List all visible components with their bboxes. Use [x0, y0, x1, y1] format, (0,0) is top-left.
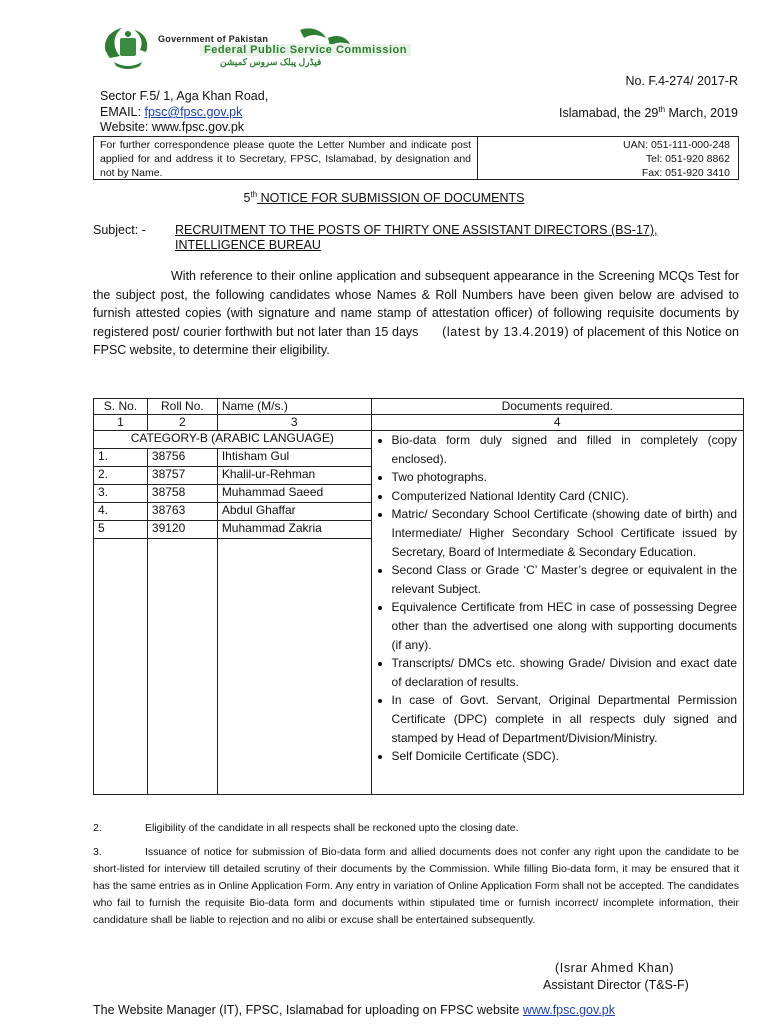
document-item: • Second Class or Grade ‘C’ Master’s degree or equivalent in the relevant Subject.	[392, 561, 737, 598]
notice-title	[0, 190, 768, 205]
header-name: Name (M/s.)	[217, 399, 371, 415]
subject-line-2: INTELLIGENCE BUREAU	[175, 238, 321, 252]
website-line: Website: www.fpsc.gov.pk	[100, 120, 245, 134]
documents-required-list	[371, 431, 743, 795]
candidate-sno: 3.	[94, 485, 148, 503]
document-item: • Self Domicile Certificate (SDC).	[392, 747, 737, 766]
category-label: CATEGORY-B (ARABIC LANGUAGE)	[94, 431, 372, 449]
note-2-number: 2.	[93, 822, 102, 834]
document-item: • In case of Govt. Servant, Original Departmental Permission Certificate (DPC) complete in all respects duly signed and stamped by Head of Department/Division/Ministry.	[392, 691, 737, 747]
signatory-designation: Assistant Director (T&S-F)	[543, 978, 689, 992]
document-item: • Computerized National Identity Card (CNIC).	[392, 487, 737, 506]
candidate-roll: 38757	[147, 467, 217, 485]
notice-title-num: 5	[243, 191, 251, 206]
header-roll: Roll No.	[147, 399, 217, 415]
contact-numbers	[478, 137, 738, 179]
header-sno: S. No.	[94, 399, 148, 415]
signatory-name: (Israr Ahmed Khan)	[555, 961, 675, 975]
col-number-2: 2	[147, 415, 217, 431]
footer-note	[93, 1003, 615, 1017]
notice-body-part1: With reference to their online application and subsequent appearance in the Screening MCQs Test for the subject post, the following candidates whose Names & Roll Numbers have been given below are advised to furnish attested copies (with signature and name stamp of attestation officer) of following requisite documents by registered post/ courier forthwith but not later than 15 days	[93, 269, 739, 339]
correspondence-box	[93, 136, 739, 180]
subject-label: Subject: -	[93, 223, 146, 237]
note-2	[93, 820, 739, 837]
issue-date	[559, 105, 738, 120]
logo-org-name: Federal Public Service Commission	[200, 44, 411, 56]
document-item: • Equivalence Certificate from HEC in case of possessing Degree other than the advertised one along with supporting documents (if any).	[392, 598, 737, 654]
candidate-roll: 39120	[147, 521, 217, 539]
fax-number: Fax: 051-920 3410	[641, 167, 730, 179]
correspondence-instructions: For further correspondence please quote the Letter Number and indicate post applied for and address it to Secretary, FPSC, Islamabad, by designation and not by Name.	[94, 137, 478, 179]
notice-title-text: NOTICE FOR SUBMISSION OF DOCUMENTS	[257, 191, 525, 206]
candidate-sno: 2.	[94, 467, 148, 485]
date-sup: th	[658, 105, 666, 114]
candidate-sno: 4.	[94, 503, 148, 521]
logo-government-text: Government of Pakistan	[158, 34, 269, 44]
notice-body	[93, 267, 739, 360]
footer-website-link[interactable]: www.fpsc.gov.pk	[522, 1003, 615, 1017]
document-item: • Two photographs.	[392, 468, 737, 487]
candidate-name: Muhammad Zakria	[217, 521, 371, 539]
email-label: EMAIL:	[100, 105, 145, 119]
note-2-text: Eligibility of the candidate in all respects shall be reckoned upto the closing date.	[145, 822, 519, 834]
table-column-number-row	[94, 415, 744, 431]
col-number-1: 1	[94, 415, 148, 431]
empty-cell	[94, 539, 148, 795]
note-3-text: Issuance of notice for submission of Bio-data form and allied documents does not confer any right upon the candidate to be short-listed for interview till detailed scrutiny of their documents by the Commission. While filling Bio-data form, it may be ensured that it has the same entries as in Online Application Form. Any entry in variation of Online Application Form shall not be accepted. The candidates who fail to furnish the requisite Bio-data form and documents within stipulated time or furnish incorrect/ incomplete information, their candidature shall be liable to rejection and no alibi or excuse shall be entertained subsequently.	[93, 846, 739, 926]
candidate-roll: 38763	[147, 503, 217, 521]
date-prefix: Islamabad, the 29	[558, 106, 659, 121]
category-row	[94, 431, 744, 449]
col-number-3: 3	[217, 415, 371, 431]
candidate-roll: 38758	[147, 485, 217, 503]
documents-table	[93, 398, 744, 795]
candidate-sno: 1.	[94, 449, 148, 467]
candidate-roll: 38756	[147, 449, 217, 467]
subject-text	[175, 223, 739, 253]
candidate-name: Khalil-ur-Rehman	[217, 467, 371, 485]
document-item: • Matric/ Secondary School Certificate (showing date of birth) and Intermediate/ Higher Secondary School Certificate issued by Secretary, Board of Intermediate & Secondary Education.	[392, 505, 737, 561]
email-line	[100, 105, 242, 119]
subject-line-1: RECRUITMENT TO THE POSTS OF THIRTY ONE ASSISTANT DIRECTORS (BS-17),	[175, 223, 658, 237]
notice-body-part2: of placement of this Notice on FPSC website, to determine their eligibility.	[93, 324, 739, 357]
candidate-name: Ihtisham Gul	[217, 449, 371, 467]
reference-number: No. F.4-274/ 2017-R	[625, 74, 738, 88]
notice-title-sup: th	[250, 190, 258, 199]
candidate-name: Abdul Ghaffar	[217, 503, 371, 521]
footer-text: The Website Manager (IT), FPSC, Islamabad for uploading on FPSC website	[93, 1003, 523, 1017]
date-suffix: March, 2019	[665, 106, 738, 121]
note-3	[93, 844, 739, 929]
logo-urdu-name: فیڈرل پبلک سروس کمیشن	[220, 57, 322, 67]
document-item: • Bio-data form duly signed and filled in completely (copy enclosed).	[392, 431, 737, 468]
address-line: Sector F.5/ 1, Aga Khan Road,	[100, 89, 269, 103]
notice-body-deadline: (latest by 13.4.2019)	[442, 324, 570, 339]
candidate-name: Muhammad Saeed	[217, 485, 371, 503]
candidate-sno: 5	[94, 521, 148, 539]
tel-number: Tel: 051-920 8862	[645, 153, 730, 165]
header-documents: Documents required.	[371, 399, 743, 415]
uan-number: UAN: 051-111-000-248	[622, 139, 730, 151]
empty-cell	[217, 539, 371, 795]
email-link[interactable]: fpsc@fpsc.gov.pk	[144, 105, 243, 119]
col-number-4: 4	[371, 415, 743, 431]
note-3-number: 3.	[93, 846, 102, 858]
empty-cell	[147, 539, 217, 795]
table-header-row	[94, 399, 744, 415]
document-item: • Transcripts/ DMCs etc. showing Grade/ Division and exact date of declaration of results.	[392, 654, 737, 691]
